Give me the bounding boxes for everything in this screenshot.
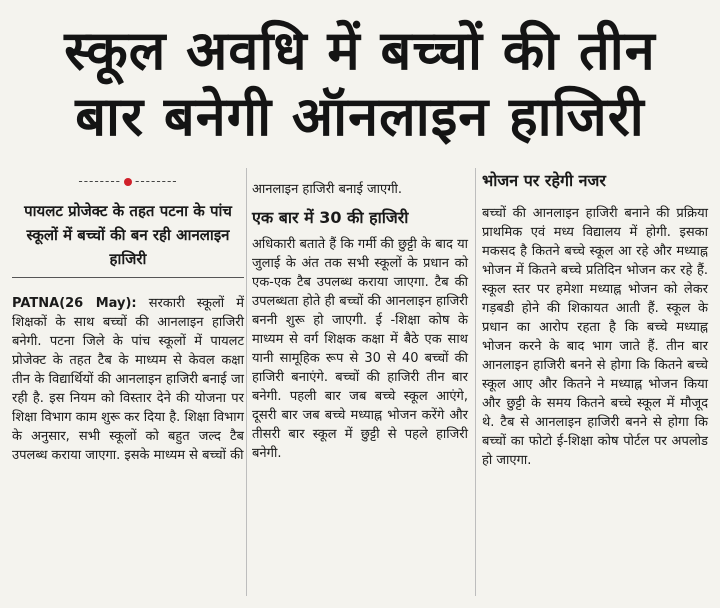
column-divider (475, 168, 476, 596)
column-divider (246, 168, 247, 596)
deck-subheadline: पायलट प्रोजेक्ट के तहत पटना के पांच स्कूलों में बच्चों की बन रही आनलाइन हाजिरी (24, 202, 232, 268)
right-subhead: भोजन पर रहेगी नजर (482, 171, 606, 190)
dotted-ornament (12, 172, 244, 191)
dotted-rule: -------- (135, 174, 178, 188)
headline-line-2: बार बनेगी ऑनलाइन हाजिरी (75, 85, 645, 148)
left-body (12, 294, 244, 465)
right-body-text: बच्चों की आनलाइन हाजिरी बनाने की प्रक्रिया प्राथमिक एवं मध्य विद्यालय में होगी. इसका मकसद है कितने बच्चे स्कूल आ रहे और मध्याह्न भोजन में कितने बच्चे प्रतिदिन भोजन कर रहे हैं. स्कूल स्तर पर हमेशा मध्याह्न भोजन को लेकर गड़बडी होने की शिकायत आती हैं. स्कूल के प्रधान का आरोप रहता है कि बच्चे मध्याह्न भोजन करने के बाद भाग जाते हैं. तीन बार आनलाइन हाजिरी बनने से होगा कि कितने बच्चे स्कूल आए और कितने ने मध्याह्न भोजन किया और छुट्टी के समय कितने बच्चे स्कूल में मौजूद थे. टैब से आनलाइन हाजिरी बनने से होगा कि बच्चों का फोटो ई-शिक्षा कोष पोर्टल पर अपलोड हो जाएगा. (482, 206, 708, 468)
dotted-rule: -------- (78, 174, 121, 188)
middle-subhead: एक बार में 30 की हाजिरी (252, 208, 409, 227)
middle-column (252, 180, 468, 463)
red-dot-icon (124, 178, 132, 186)
middle-body-text: अधिकारी बताते हैं कि गर्मी की छुट्टी के बाद या जुलाई के अंत तक सभी स्कूलों के प्रधान को एक-एक टैब उपलब्ध कराया जाएगा. टैब की उपलब्धता होते ही बच्चों की आनलाइन हाजिरी बननी शुरू हो जाएगी. ई -शिक्षा कोष के माध्यम से वर्ग शिक्षक कक्षा में बैठे एक साथ यानी सामूहिक रूप से 30 से 40 बच्चों की हाजिरी बनाएंगे. बच्चों की हाजिरी तीन बार बनेगी. पहली बार जब बच्चे स्कूल आएंगे, दूसरी बार जब बच्चे मध्याह्न भोजन करेंगे और तीसरी बार स्कूल में छुट्टी से पहले हाजिरी बनेगी. (252, 237, 468, 461)
continued-text: आनलाइन हाजिरी बनाई जाएगी. (252, 182, 403, 197)
deck-rule (12, 277, 244, 278)
headline (10, 18, 710, 150)
right-column (482, 170, 708, 470)
dateline: PATNA(26 May): (12, 296, 137, 311)
headline-line-1: स्कूल अवधि में बच्चों की तीन (64, 19, 656, 82)
left-body-text: सरकारी स्कूलों में शिक्षकों के साथ बच्चों की आनलाइन हाजिरी बनेगी. पटना जिले के पांच स्कूलों में पायलट प्रोजेक्ट के तहत टैब के माध्यम से केवल कक्षा तीन के विद्यार्थियों की आनलाइन हाजिरी बनाई जा रही है. इस नियम को विस्तार देने की योजना पर शिक्षा विभाग काम शुरू कर दिया है. शिक्षा विभाग के अनुसार, सभी स्कूलों को बहुत जल्द टैब उपलब्ध कराया जाएगा. इसके माध्यम से बच्चों की (12, 296, 244, 463)
left-column (12, 172, 244, 465)
